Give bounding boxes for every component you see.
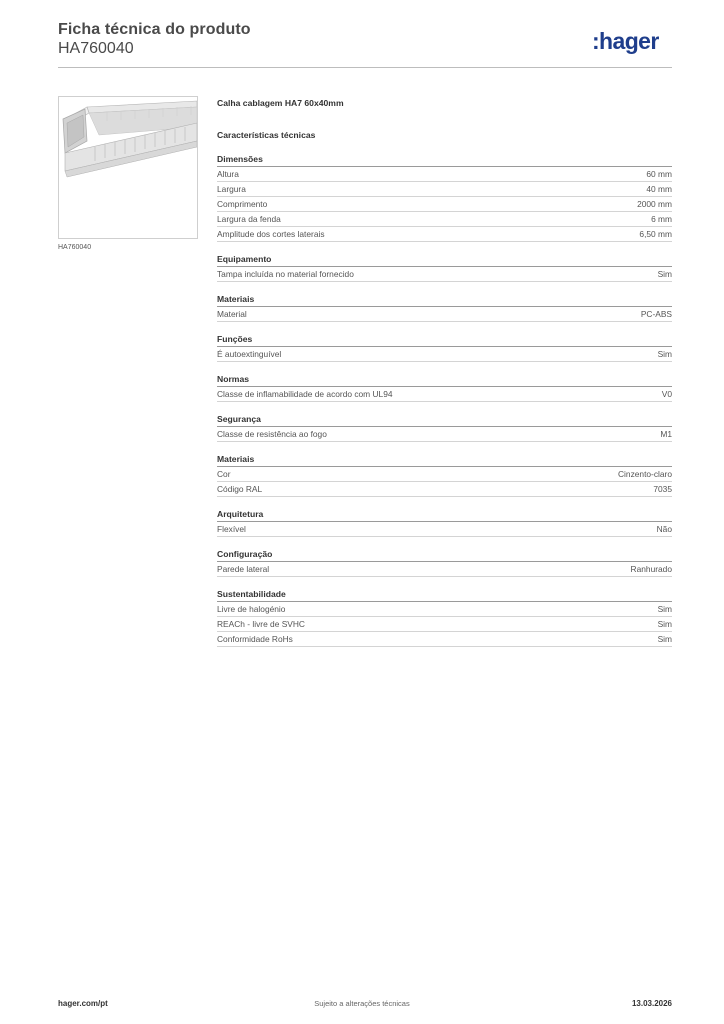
spec-row [217, 427, 672, 442]
spec-row [217, 167, 672, 182]
spec-row [217, 347, 672, 362]
section-heading: Segurança [217, 413, 672, 427]
spec-label: Comprimento [217, 199, 268, 209]
image-caption: HA760040 [58, 244, 92, 251]
spec-label: Parede lateral [217, 564, 270, 574]
spec-row [217, 632, 672, 647]
spec-row [217, 227, 672, 242]
spec-label: Classe de inflamabilidade de acordo com UL94 [217, 389, 393, 399]
footer-website[interactable]: hager.com/pt [58, 999, 108, 1008]
spec-section [217, 413, 672, 442]
spec-label: REACh - livre de SVHC [217, 619, 305, 629]
spec-value: 7035 [653, 484, 672, 494]
section-heading: Sustentabilidade [217, 588, 672, 602]
spec-label: Largura da fenda [217, 214, 281, 224]
spec-label: Largura [217, 184, 246, 194]
spec-value: Sim [657, 634, 672, 644]
spec-row [217, 387, 672, 402]
spec-row [217, 522, 672, 537]
spec-value: Sim [657, 604, 672, 614]
spec-value: Sim [657, 349, 672, 359]
section-heading: Dimensões [217, 153, 672, 167]
spec-section [217, 508, 672, 537]
product-code: HA760040 [58, 40, 134, 57]
footer-notice: Sujeito a alterações técnicas [314, 999, 410, 1008]
spec-row [217, 617, 672, 632]
spec-value: 2000 mm [637, 199, 672, 209]
product-image [58, 96, 198, 239]
spec-section [217, 253, 672, 282]
spec-section [217, 373, 672, 402]
spec-label: Classe de resistência ao fogo [217, 429, 327, 439]
spec-row [217, 212, 672, 227]
spec-row [217, 562, 672, 577]
footer-date: 13.03.2026 [631, 999, 672, 1008]
spec-row [217, 267, 672, 282]
spec-value: PC-ABS [640, 309, 672, 319]
spec-row [217, 467, 672, 482]
spec-value: M1 [660, 429, 672, 439]
spec-value: Cinzento-claro [618, 469, 672, 479]
section-heading: Materiais [217, 453, 672, 467]
spec-label: Amplitude dos cortes laterais [217, 229, 325, 239]
product-name: Calha cablagem HA7 60x40mm [217, 98, 344, 108]
spec-label: Altura [217, 169, 239, 179]
section-heading: Funções [217, 333, 672, 347]
spec-label: Código RAL [217, 484, 263, 494]
spec-section [217, 453, 672, 497]
spec-value: Ranhurado [630, 564, 672, 574]
spec-label: É autoextinguível [217, 349, 282, 359]
spec-value: Sim [657, 619, 672, 629]
spec-label: Tampa incluída no material fornecido [217, 269, 354, 279]
section-heading: Arquitetura [217, 508, 672, 522]
spec-row [217, 307, 672, 322]
hager-logo: :hager [592, 28, 659, 54]
spec-value: Não [656, 524, 672, 534]
spec-label: Cor [217, 469, 231, 479]
spec-value: Sim [657, 269, 672, 279]
characteristics-title: Características técnicas [217, 130, 316, 140]
spec-row [217, 182, 672, 197]
spec-section [217, 548, 672, 577]
cable-duct-illustration [59, 97, 198, 239]
section-heading: Normas [217, 373, 672, 387]
spec-label: Conformidade RoHs [217, 634, 293, 644]
spec-section [217, 153, 672, 242]
spec-value: 60 mm [646, 169, 672, 179]
spec-row [217, 602, 672, 617]
spec-sections [217, 153, 672, 647]
spec-content [217, 96, 672, 647]
spec-label: Livre de halogénio [217, 604, 286, 614]
section-heading: Materiais [217, 293, 672, 307]
spec-section [217, 293, 672, 322]
spec-row [217, 197, 672, 212]
spec-value: 6,50 mm [639, 229, 672, 239]
spec-value: 6 mm [651, 214, 672, 224]
page-title: Ficha técnica do produto [58, 21, 251, 38]
spec-row [217, 482, 672, 497]
spec-section [217, 588, 672, 647]
spec-value: V0 [661, 389, 672, 399]
section-heading: Equipamento [217, 253, 672, 267]
section-heading: Configuração [217, 548, 672, 562]
header-divider [58, 67, 672, 68]
spec-label: Flexível [217, 524, 246, 534]
spec-label: Material [217, 309, 247, 319]
spec-section [217, 333, 672, 362]
spec-value: 40 mm [646, 184, 672, 194]
